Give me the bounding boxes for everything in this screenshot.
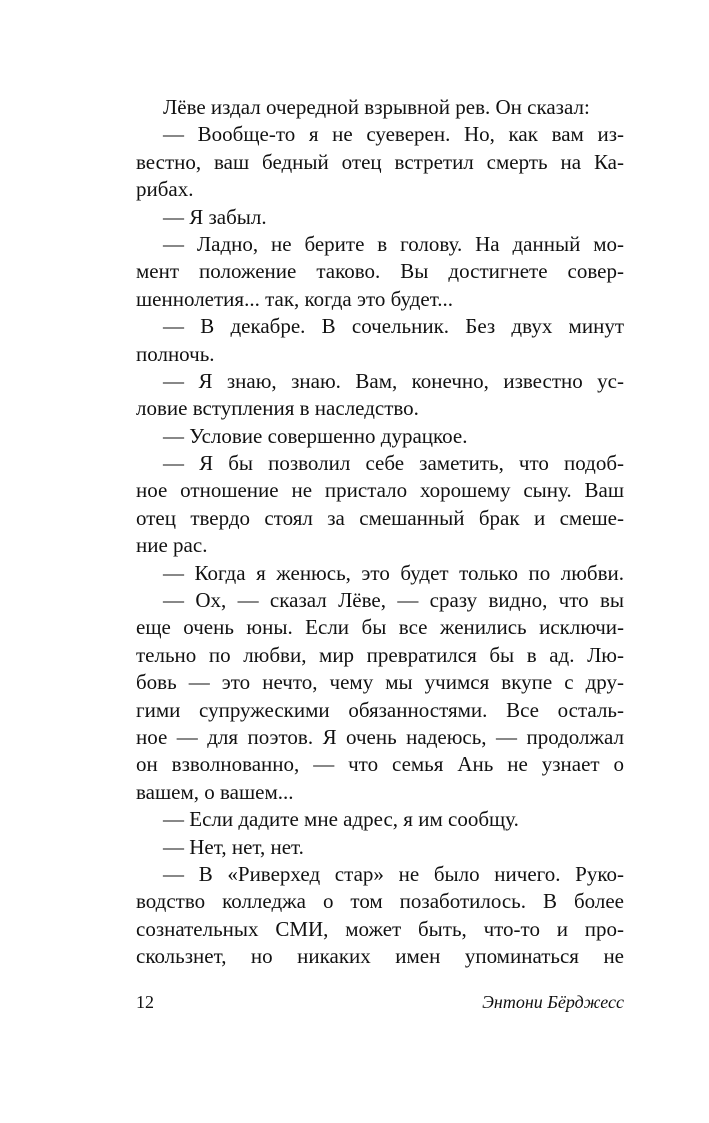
text-line: ловие вступления в наследство. [136,396,419,421]
text-line: ное отношение не пристало хорошему сыну. Ваш [136,478,624,503]
text-line: — Ох, — сказал Лёве, — сразу видно, что вы [163,588,624,613]
body-text [136,94,624,971]
text-line: бовь — это нечто, чему мы учимся вкупе с дру- [136,670,624,695]
text-line: мент положение таково. Вы достигнете совер- [136,259,624,284]
text-line: — Я бы позволил себе заметить, что подоб- [163,451,624,476]
text-line: полночь. [136,341,215,366]
text-line: — Если дадите мне адрес, я им сообщу. [163,807,519,832]
text-line: рибах. [136,177,194,202]
text-line: вашем, о вашем... [136,779,294,804]
text-line: ное — для поэтов. Я очень надеюсь, — продолжал [136,724,624,749]
text-line: ние рас. [136,533,208,558]
text-line: — Вообще-то я не суеверен. Но, как вам из- [163,122,624,147]
text-line: — Я знаю, знаю. Вам, конечно, известно ус- [163,368,624,393]
author-running-head: Энтони Бёрджесс [482,992,624,1012]
text-line: сознательных СМИ, может быть, что-то и про- [136,916,624,941]
text-line: — Нет, нет, нет. [163,834,304,859]
text-line: — В декабре. В сочельник. Без двух минут [163,314,624,339]
text-line: тельно по любви, мир превратился бы в ад. Лю- [136,642,624,667]
text-line: скользнет, но никаких имен упоминаться не [136,944,624,969]
text-line: — Когда я женюсь, это будет только по любви. [163,560,624,585]
text-line: вестно, ваш бедный отец встретил смерть на Ка- [136,149,624,174]
text-line: водство колледжа о том позаботилось. В более [136,889,624,914]
text-line: гими супружескими обязанностями. Все осталь- [136,697,624,722]
text-line: он взволнованно, — что семья Ань не узнает о [136,752,624,777]
text-line: еще очень юны. Если бы все женились исключи- [136,615,624,640]
page-number: 12 [136,992,154,1012]
page-footer [136,987,624,1017]
text-line: Лёве издал очередной взрывной рев. Он сказал: [163,95,590,119]
text-line: — Я забыл. [163,204,267,229]
text-line: отец твердо стоял за смешанный брак и смеше- [136,505,624,530]
text-line: — Ладно, не берите в голову. На данный мо- [163,231,624,256]
text-line: — В «Риверхед стар» не было ничего. Руко- [163,861,624,886]
text-line: шеннолетия... так, когда это будет... [136,286,454,311]
text-line: — Условие совершенно дурацкое. [163,423,468,448]
